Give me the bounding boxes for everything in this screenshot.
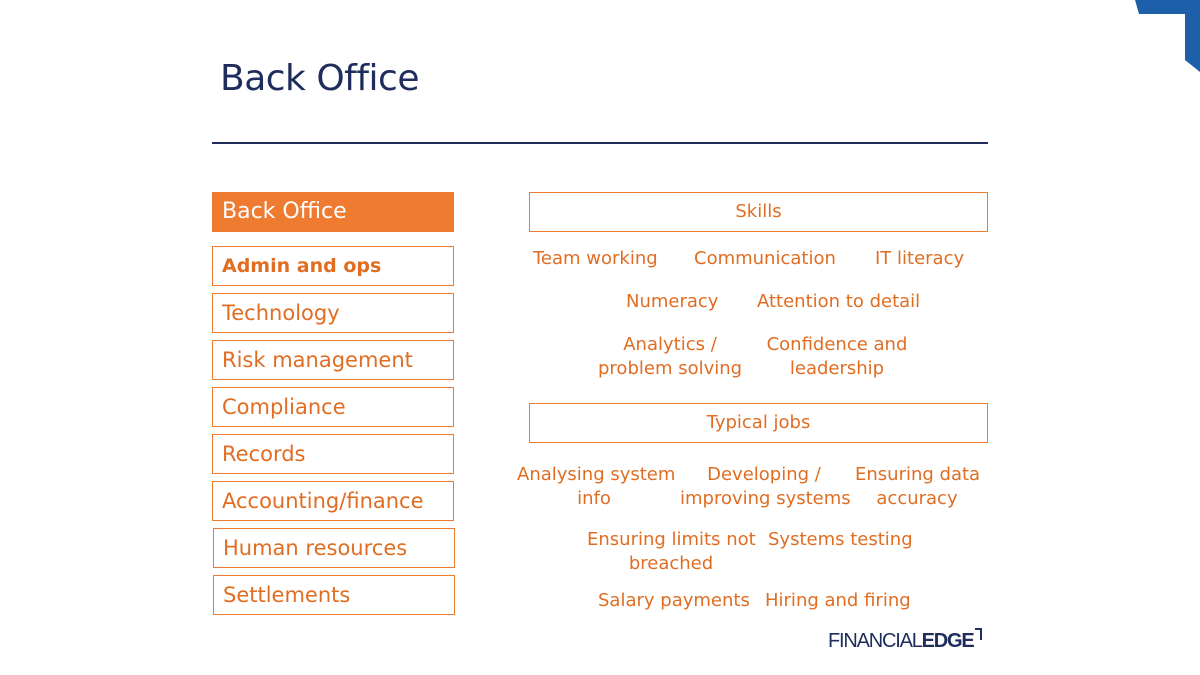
skill-item: Analytics / problem solving — [598, 334, 743, 379]
typical-jobs-header: Typical jobs — [529, 403, 988, 443]
page-title: Back Office — [220, 58, 419, 99]
skill-item: Team working — [533, 248, 658, 269]
sidebar-item-technology[interactable]: Technology — [212, 293, 454, 333]
sidebar-item-risk-management[interactable]: Risk management — [212, 340, 454, 380]
skill-item: IT literacy — [875, 248, 965, 269]
job-item: Hiring and firing — [765, 590, 911, 611]
job-item: Ensuring limits not breached — [587, 529, 756, 574]
skills-header: Skills — [529, 192, 988, 232]
sidebar-item-compliance[interactable]: Compliance — [212, 387, 454, 427]
skill-item: Confidence and leadership — [766, 334, 908, 379]
job-item: Developing / improving systems — [680, 464, 851, 509]
financial-edge-logo — [828, 628, 982, 653]
sidebar-item-settlements[interactable]: Settlements — [213, 575, 455, 615]
skill-item: Numeracy — [626, 291, 719, 312]
sidebar-item-accounting-finance[interactable]: Accounting/finance — [212, 481, 454, 521]
logo-mark-icon — [975, 628, 982, 640]
corner-decoration-icon — [1125, 0, 1200, 75]
sidebar-item-records[interactable]: Records — [212, 434, 454, 474]
sidebar-item-human-resources[interactable]: Human resources — [213, 528, 455, 568]
skill-item: Attention to detail — [757, 291, 921, 312]
job-item: Salary payments — [598, 590, 750, 611]
job-item: Systems testing — [768, 529, 913, 550]
title-divider — [212, 142, 988, 144]
logo-text-financial: FINANCIAL — [828, 630, 922, 652]
job-item: Analysing system info — [517, 464, 676, 509]
skill-item: Communication — [694, 248, 836, 269]
sidebar-item-admin-and-ops[interactable]: Admin and ops — [212, 246, 454, 286]
sidebar-header: Back Office — [212, 192, 454, 232]
logo-text-edge: EDGE — [921, 630, 974, 652]
job-item: Ensuring data accuracy — [855, 464, 981, 509]
